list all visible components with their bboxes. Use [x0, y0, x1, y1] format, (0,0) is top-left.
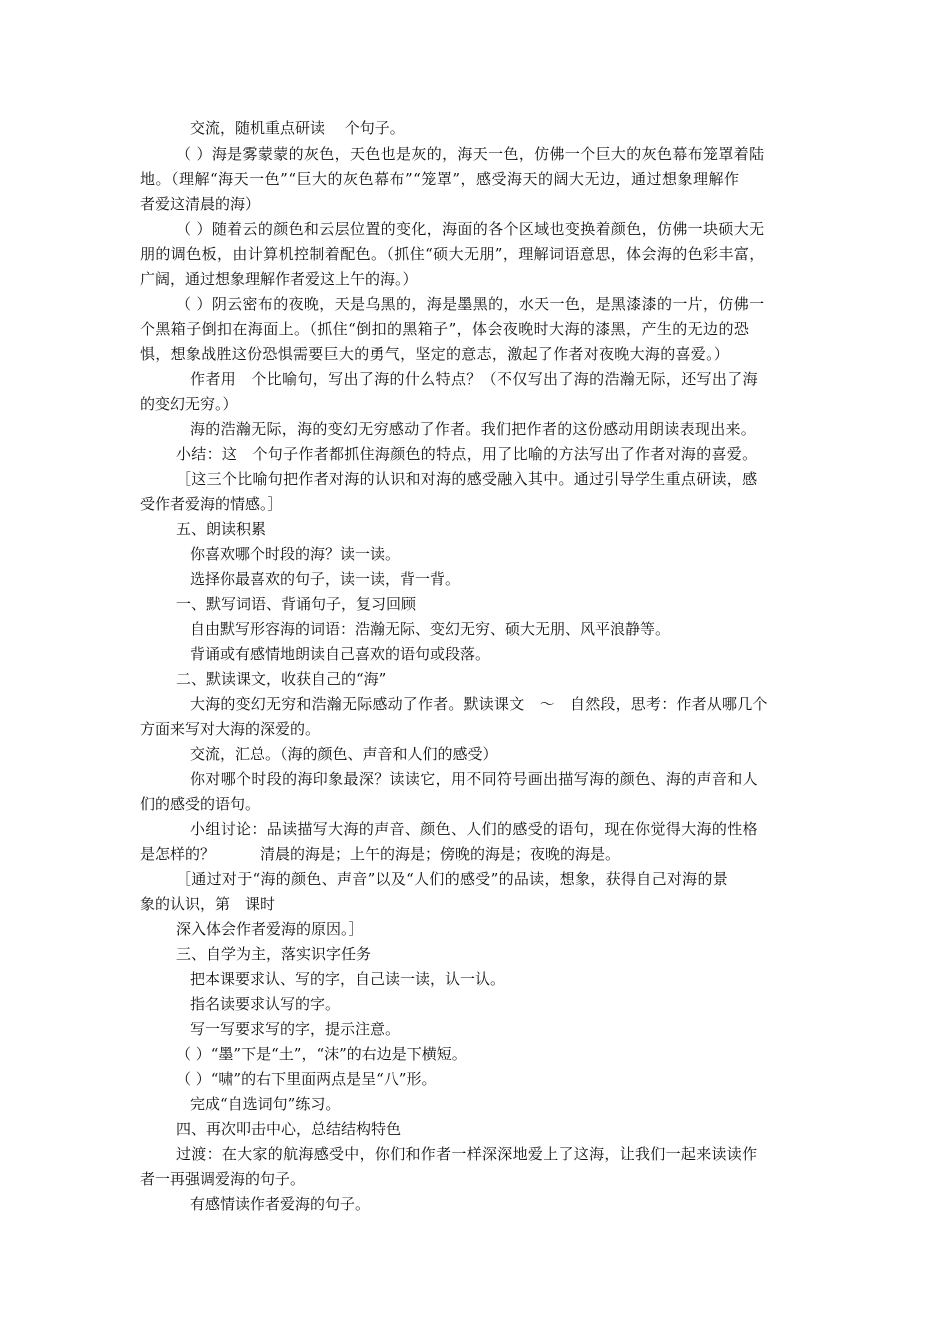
text-line: 地。（理解“海天一色”“巨大的灰色幕布”“笼罩”，感受海天的阔大无边，通过想象理解作 — [140, 170, 740, 188]
text-line: 者爱这清晨的海） — [140, 195, 261, 213]
text-line: 写一写要求写的字，提示注意。 — [190, 1020, 401, 1038]
text-line: （ ）海是雾蒙蒙的灰色，天色也是灰的，海天一色，仿佛一个巨大的灰色幕布笼罩着陆 — [176, 145, 765, 163]
text-line: 指名读要求认写的字。 — [190, 995, 341, 1013]
section-heading: 三、自学为主，落实识字任务 — [176, 945, 372, 963]
text-line: 朋的调色板，由计算机控制着配色。（抓住“硕大无朋”，理解词语意思，体会海的色彩丰富， — [140, 245, 765, 263]
text-line: （ ）阴云密布的夜晚，天是乌黑的，海是墨黑的，水天一色，是黑漆漆的一片，仿佛一 — [176, 295, 765, 313]
text-line: （ ）“啸”的右下里面两点是呈“八”形。 — [176, 1070, 437, 1088]
text-line: 自由默写形容海的词语：浩瀚无际、变幻无穷、硕大无朋、风平浪静等。 — [190, 620, 671, 638]
text-line: 交流，汇总。（海的颜色、声音和人们的感受） — [190, 745, 498, 763]
text-line: 广阔，通过想象理解作者爱这上午的海。） — [140, 270, 418, 288]
text-line: 完成“自选词句”练习。 — [190, 1095, 341, 1113]
text-line: ［通过对于“海的颜色、声音”以及“人们的感受”的品读，想象，获得自己对海的景 — [176, 870, 729, 888]
section-heading: 五、朗读积累 — [176, 520, 267, 538]
text-line: 深入体会作者爱海的原因。］ — [176, 920, 364, 938]
text-line: 交流，随机重点研读 个句子。 — [190, 119, 405, 137]
text-line: 小组讨论：品读描写大海的声音、颜色、人们的感受的语句，现在你觉得大海的性格 — [190, 820, 758, 838]
text-line: 有感情读作者爱海的句子。 — [190, 1195, 371, 1213]
text-line: 海的浩瀚无际，海的变幻无穷感动了作者。我们把作者的这份感动用朗读表现出来。 — [190, 420, 757, 438]
text-line: 们的感受的语句。 — [140, 795, 261, 813]
text-line: （ ）“墨”下是“土”，“沫”的右边是下横短。 — [176, 1045, 467, 1063]
text-line: 把本课要求认、写的字，自己读一读，认一认。 — [190, 970, 506, 988]
text-line: 受作者爱海的情感。］ — [140, 495, 283, 513]
section-heading: 二、默读课文，收获自己的“海” — [176, 670, 387, 688]
section-heading: 一、默写词语、背诵句子，复习回顾 — [176, 595, 417, 613]
text-line: 惧，想象战胜这份恐惧需要巨大的勇气，坚定的意志，激起了作者对夜晚大海的喜爱。） — [140, 345, 730, 363]
text-line: 作者用 个比喻句，写出了海的什么特点？（不仅写出了海的浩瀚无际，还写出了海 — [190, 370, 758, 388]
text-line: 你喜欢哪个时段的海？读一读。 — [190, 545, 401, 563]
text-line: ［这三个比喻句把作者对海的认识和对海的感受融入其中。通过引导学生重点研读，感 — [176, 470, 758, 488]
text-line: 背诵或有感情地朗读自己喜欢的语句或段落。 — [190, 645, 491, 663]
text-line: 是怎样的？ 清晨的海是；上午的海是；傍晚的海是；夜晚的海是。 — [140, 845, 621, 863]
section-heading: 四、再次叩击中心，总结结构特色 — [176, 1120, 402, 1138]
text-line: 象的认识，第 课时 — [140, 895, 276, 913]
text-line: 你对哪个时段的海印象最深？读读它，用不同符号画出描写海的颜色、海的声音和人 — [190, 770, 758, 788]
text-line: 的变幻无穷。） — [140, 395, 238, 413]
text-line: 过渡：在大家的航海感受中，你们和作者一样深深地爱上了这海，让我们一起来读读作 — [176, 1145, 758, 1163]
text-line: 者一再强调爱海的句子。 — [140, 1170, 306, 1188]
text-line: 选择你最喜欢的句子，读一读，背一背。 — [190, 570, 461, 588]
text-line: 个黑箱子倒扣在海面上。（抓住“倒扣的黑箱子”，体会夜晚时大海的漆黑，产生的无边的恐 — [140, 320, 750, 338]
text-line: 大海的变幻无穷和浩瀚无际感动了作者。默读课文 ～ 自然段，思考：作者从哪几个 — [190, 695, 768, 713]
text-line: 小结：这 个句子作者都抓住海颜色的特点，用了比喻的方法写出了作者对海的喜爱。 — [176, 445, 758, 463]
text-line: （ ）随着云的颜色和云层位置的变化，海面的各个区域也变换着颜色，仿佛一块硕大无 — [176, 220, 765, 238]
text-line: 方面来写对大海的深爱的。 — [140, 720, 321, 738]
